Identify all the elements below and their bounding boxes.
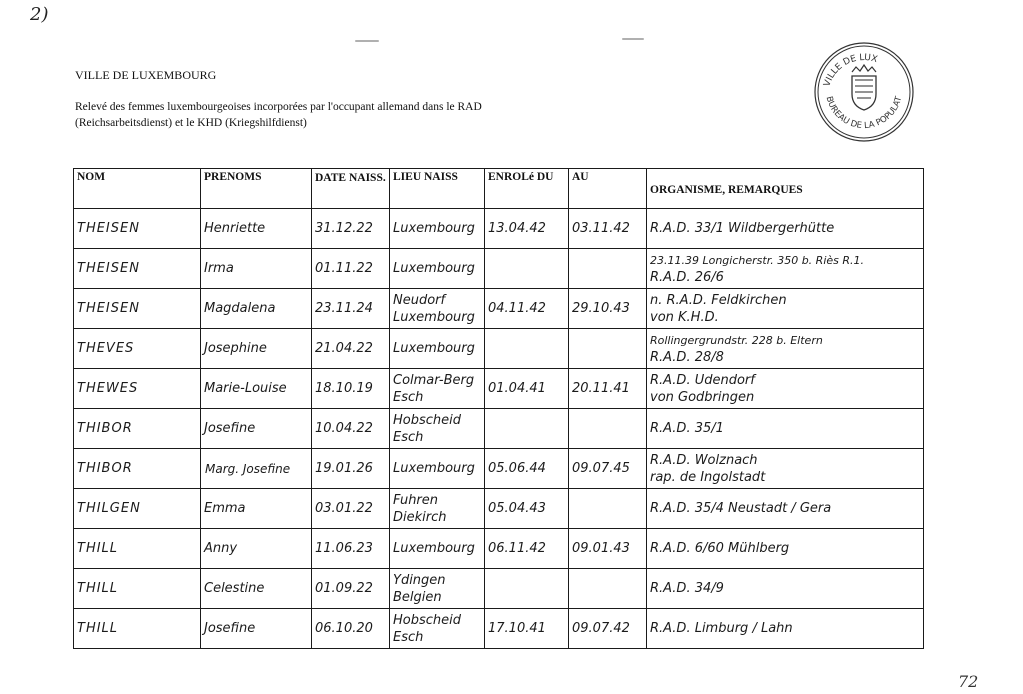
remark-line-2: von K.H.D.: [650, 309, 719, 325]
column-header-date-naiss: DATE NAISS.: [312, 169, 390, 209]
cell-enrole-du: [485, 329, 569, 369]
remark-line-2: von Godbringen: [650, 389, 755, 405]
cell-enrole-du: 13.04.42: [485, 209, 569, 249]
cell-lieu-naiss: [390, 329, 485, 369]
cell-prenom: Josephine: [201, 329, 312, 369]
stamp-text-top: VILLE DE LUX: [822, 52, 879, 89]
cell-lieu-naiss: [390, 369, 485, 409]
scan-mark: [355, 40, 379, 42]
cell-au: [569, 409, 647, 449]
table-row: [74, 289, 924, 329]
cell-date-naiss: 01.09.22: [312, 569, 390, 609]
lieu-line-2: Luxembourg: [393, 341, 475, 356]
lieu-line-2: Esch: [393, 389, 424, 405]
lieu-line-2: Diekirch: [393, 509, 447, 525]
table-row: [74, 569, 924, 609]
cell-prenom: Henriette: [201, 209, 312, 249]
remark-line-1: R.A.D. Wolznach: [650, 452, 758, 468]
cell-lieu-naiss: [390, 449, 485, 489]
page-number: 72: [958, 672, 979, 691]
cell-prenom: Anny: [201, 529, 312, 569]
cell-remarques: [647, 369, 924, 409]
cell-lieu-naiss: [390, 569, 485, 609]
cell-remarques: [647, 449, 924, 489]
column-header-organisme: ORGANISME, REMARQUES: [647, 169, 924, 209]
cell-lieu-naiss: [390, 609, 485, 649]
column-header-au: AU: [569, 169, 647, 209]
lieu-line-2: Belgien: [393, 589, 442, 605]
column-header-nom: NOM: [74, 169, 201, 209]
cell-lieu-naiss: [390, 489, 485, 529]
lieu-line-2: Luxembourg: [393, 261, 475, 276]
remark-line-2: R.A.D. 28/8: [650, 349, 724, 365]
cell-au: 09.01.43: [569, 529, 647, 569]
cell-nom: THEISEN: [74, 209, 201, 249]
document-description: Relevé des femmes luxembourgeoises incorporées par l'occupant allemand dans le RAD (Reichsarbeitsdienst) et le KHD (Kriegshilfdienst): [75, 101, 482, 129]
cell-date-naiss: 23.11.24: [312, 289, 390, 329]
cell-date-naiss: 01.11.22: [312, 249, 390, 289]
cell-lieu-naiss: [390, 249, 485, 289]
cell-nom: THILL: [74, 569, 201, 609]
remark-line-2: rap. de Ingolstadt: [650, 469, 766, 485]
cell-au: [569, 329, 647, 369]
cell-nom: THILL: [74, 609, 201, 649]
cell-date-naiss: 19.01.26: [312, 449, 390, 489]
cell-date-naiss: 21.04.22: [312, 329, 390, 369]
column-header-enrole-du: ENROLé DU: [485, 169, 569, 209]
table-header-row: [74, 169, 924, 209]
cell-enrole-du: 05.06.44: [485, 449, 569, 489]
corner-note: 2): [30, 4, 49, 25]
cell-au: 09.07.45: [569, 449, 647, 489]
coat-of-arms-icon: [852, 65, 876, 110]
remark-line-2: R.A.D. 26/6: [650, 269, 724, 285]
cell-au: 20.11.41: [569, 369, 647, 409]
cell-au: 29.10.43: [569, 289, 647, 329]
cell-prenom: Emma: [201, 489, 312, 529]
cell-remarques: [647, 409, 924, 449]
cell-remarques: [647, 489, 924, 529]
cell-enrole-du: [485, 569, 569, 609]
cell-date-naiss: 10.04.22: [312, 409, 390, 449]
cell-remarques: [647, 289, 924, 329]
municipal-stamp: [812, 40, 916, 144]
remark-line-2: R.A.D. Limburg / Lahn: [650, 621, 793, 636]
cell-prenom: Irma: [201, 249, 312, 289]
cell-nom: THEISEN: [74, 289, 201, 329]
cell-prenom: Magdalena: [201, 289, 312, 329]
cell-au: [569, 569, 647, 609]
cell-nom: THEWES: [74, 369, 201, 409]
cell-enrole-du: 05.04.43: [485, 489, 569, 529]
remark-line-2: R.A.D. 35/1: [650, 421, 724, 436]
cell-enrole-du: [485, 249, 569, 289]
cell-prenom: Josefine: [201, 609, 312, 649]
table-row: [74, 449, 924, 489]
remark-line-1: R.A.D. Udendorf: [650, 372, 755, 388]
cell-enrole-du: 17.10.41: [485, 609, 569, 649]
lieu-line-1: Ydingen: [393, 572, 446, 588]
table-row: [74, 609, 924, 649]
cell-nom: THILGEN: [74, 489, 201, 529]
remark-line-2: R.A.D. 35/4 Neustadt / Gera: [650, 501, 832, 516]
cell-date-naiss: 03.01.22: [312, 489, 390, 529]
cell-remarques: [647, 569, 924, 609]
cell-lieu-naiss: [390, 289, 485, 329]
cell-au: [569, 489, 647, 529]
remark-line-2: R.A.D. 6/60 Mühlberg: [650, 541, 790, 556]
cell-au: 03.11.42: [569, 209, 647, 249]
table-row: [74, 529, 924, 569]
remark-line-1: 23.11.39 Longicherstr. 350 b. Riès R.1.: [650, 253, 865, 267]
svg-text:BUREAU DE LA POPULAT: [824, 95, 905, 131]
remark-line-2: R.A.D. 33/1 Wildbergerhütte: [650, 221, 835, 236]
cell-enrole-du: [485, 409, 569, 449]
document-title: VILLE DE LUXEMBOURG: [75, 68, 217, 82]
lieu-line-2: Luxembourg: [393, 541, 475, 556]
cell-nom: THEVES: [74, 329, 201, 369]
lieu-line-2: Luxembourg: [393, 221, 475, 236]
column-header-prenoms: PRENOMS: [201, 169, 312, 209]
cell-remarques: [647, 249, 924, 289]
stamp-text-bottom: BUREAU DE LA POPULAT: [823, 95, 905, 132]
cell-prenom: Josefine: [201, 409, 312, 449]
cell-lieu-naiss: [390, 209, 485, 249]
lieu-line-1: Colmar-Berg: [393, 372, 475, 388]
remark-line-1: Rollingergrundstr. 228 b. Eltern: [650, 333, 823, 347]
lieu-line-1: Hobscheid: [393, 412, 462, 428]
table-row: [74, 489, 924, 529]
cell-au: 09.07.42: [569, 609, 647, 649]
table-row: [74, 249, 924, 289]
cell-enrole-du: 04.11.42: [485, 289, 569, 329]
registry-table: [73, 168, 924, 649]
cell-prenom: Marie-Louise: [201, 369, 312, 409]
lieu-line-2: Luxembourg: [393, 309, 475, 325]
lieu-line-2: Esch: [393, 429, 424, 445]
cell-lieu-naiss: [390, 409, 485, 449]
cell-lieu-naiss: [390, 529, 485, 569]
cell-nom: THILL: [74, 529, 201, 569]
lieu-line-2: Luxembourg: [393, 461, 475, 476]
cell-remarques: [647, 529, 924, 569]
lieu-line-2: Esch: [393, 629, 424, 645]
table-row: [74, 409, 924, 449]
cell-remarques: [647, 329, 924, 369]
cell-date-naiss: 18.10.19: [312, 369, 390, 409]
cell-nom: THIBOR: [74, 449, 201, 489]
lieu-line-1: Hobscheid: [393, 612, 462, 628]
cell-nom: THEISEN: [74, 249, 201, 289]
cell-enrole-du: 01.04.41: [485, 369, 569, 409]
cell-date-naiss: 06.10.20: [312, 609, 390, 649]
lieu-line-1: Neudorf: [393, 292, 446, 308]
table-row: [74, 369, 924, 409]
svg-text:VILLE DE LUX: [822, 53, 878, 88]
table-row: [74, 329, 924, 369]
cell-enrole-du: 06.11.42: [485, 529, 569, 569]
cell-remarques: [647, 609, 924, 649]
cell-nom: THIBOR: [74, 409, 201, 449]
column-header-lieu-naiss: LIEU NAISS: [390, 169, 485, 209]
cell-date-naiss: 31.12.22: [312, 209, 390, 249]
cell-prenom: Marg. Josefine: [201, 449, 312, 489]
lieu-line-1: Fuhren: [393, 492, 439, 508]
table-row: [74, 209, 924, 249]
cell-prenom: Celestine: [201, 569, 312, 609]
cell-remarques: [647, 209, 924, 249]
remark-line-1: n. R.A.D. Feldkirchen: [650, 292, 787, 308]
cell-au: [569, 249, 647, 289]
scan-mark: [622, 38, 644, 40]
remark-line-2: R.A.D. 34/9: [650, 581, 724, 596]
cell-date-naiss: 11.06.23: [312, 529, 390, 569]
